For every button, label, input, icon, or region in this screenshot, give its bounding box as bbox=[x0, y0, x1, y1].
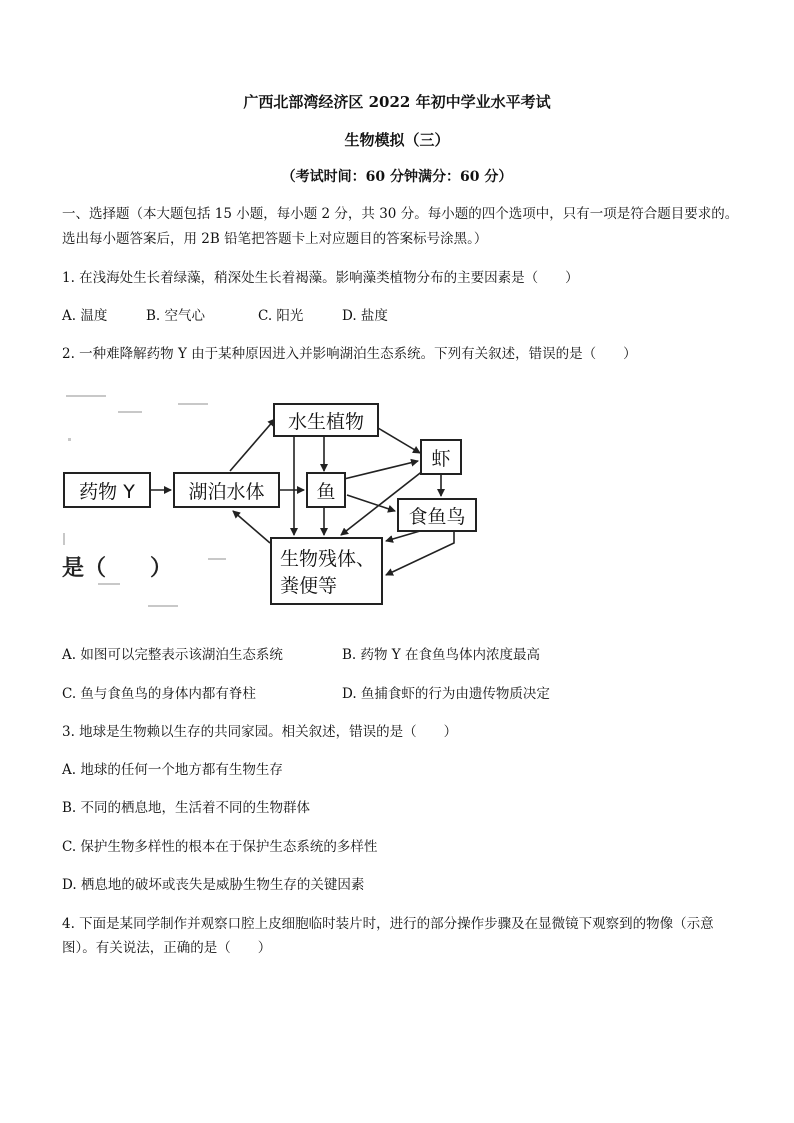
question-1-option-b: B. 空气心 bbox=[146, 308, 206, 324]
node-aquatic-plants bbox=[273, 403, 379, 437]
scan-fragment-text: 是（ ） bbox=[62, 556, 173, 581]
question-1-option-a: A. 温度 bbox=[62, 308, 108, 324]
node-lake-water-label: 湖泊水体 bbox=[188, 480, 265, 503]
node-shrimp-label: 虾 bbox=[431, 447, 451, 470]
node-shrimp bbox=[420, 439, 462, 475]
question-1-option-d: D. 盐度 bbox=[342, 308, 388, 324]
question-2-option-c: C. 鱼与食鱼鸟的身体内都有脊柱 bbox=[62, 686, 256, 702]
section-instructions-line2: 选出每小题答案后，用 2B 铅笔把答题卡上对应题目的答案标号涂黑。） bbox=[62, 231, 488, 247]
node-remains-line1: 生物残体、 bbox=[280, 548, 376, 570]
question-2-stem: 2. 一种难降解药物 Y 由于某种原因进入并影响湖泊生态系统。下列有关叙述，错误的是（ ） bbox=[62, 346, 637, 362]
node-fish bbox=[306, 472, 346, 508]
question-3-option-a: A. 地球的任何一个地方都有生物生存 bbox=[62, 762, 283, 778]
exam-title: 广西北部湾经济区 2022 年初中学业水平考试 bbox=[243, 93, 551, 111]
question-4-stem-line1: 4. 下面是某同学制作并观察口腔上皮细胞临时装片时，进行的部分操作步骤及在显微镜下观察到的物像（示意 bbox=[62, 916, 714, 932]
node-drug-y bbox=[63, 472, 151, 508]
question-3-stem: 3. 地球是生物赖以生存的共同家园。相关叙述，错误的是（ ） bbox=[62, 724, 458, 740]
exam-subtitle: 生物模拟（三） bbox=[344, 131, 450, 149]
question-2-option-d: D. 鱼捕食虾的行为由遗传物质决定 bbox=[342, 686, 550, 702]
node-remains-feces bbox=[270, 537, 383, 605]
question-3-option-c: C. 保护生物多样性的根本在于保护生态系统的多样性 bbox=[62, 839, 378, 855]
node-aquatic-plants-label: 水生植物 bbox=[287, 410, 364, 433]
node-lake-water bbox=[173, 472, 280, 508]
question-1-option-c: C. 阳光 bbox=[258, 308, 304, 324]
node-fish-eating-bird-label: 食鱼鸟 bbox=[408, 505, 466, 528]
question-2-option-b: B. 药物 Y 在食鱼鸟体内浓度最高 bbox=[342, 647, 540, 663]
question-3-option-d: D. 栖息地的破坏或丧失是威胁生物生存的关键因素 bbox=[62, 877, 365, 893]
question-1-stem: 1. 在浅海处生长着绿藻，稍深处生长着褐藻。影响藻类植物分布的主要因素是（ ） bbox=[62, 270, 579, 286]
section-instructions-line1: 一、选择题（本大题包括 15 小题，每小题 2 分，共 30 分。每小题的四个选项中，只有一项是符合题目要求的。 bbox=[62, 206, 739, 222]
node-fish-eating-bird bbox=[397, 498, 477, 532]
question-3-option-b: B. 不同的栖息地，生活着不同的生物群体 bbox=[62, 800, 311, 816]
food-web-diagram bbox=[58, 383, 488, 623]
node-remains-line2: 粪便等 bbox=[280, 575, 338, 597]
question-2-option-a: A. 如图可以完整表示该湖泊生态系统 bbox=[62, 647, 283, 663]
question-4-stem-line2: 图）。有关说法，正确的是（ ） bbox=[62, 940, 272, 956]
node-fish-label: 鱼 bbox=[316, 480, 336, 503]
node-drug-y-label: 药物 Y bbox=[79, 480, 135, 503]
exam-timing: （考试时间：60 分钟满分：60 分） bbox=[281, 169, 513, 185]
